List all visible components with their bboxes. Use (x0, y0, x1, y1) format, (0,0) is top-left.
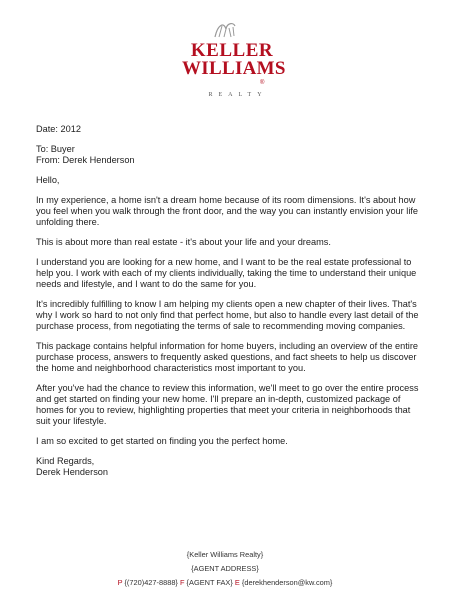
letter-paragraph: After you've had the chance to review this information, we'll meet to go over the entire process and get started on finding your new home. I'll prepare an in-depth, customized package of homes for you to review, highlighting properties that meet your criteria in neighborhoods that suit your lifestyle. (36, 383, 419, 426)
logo-keller: KELLER (190, 40, 274, 61)
footer-contact (0, 576, 450, 590)
kw-monogram-icon (212, 20, 238, 40)
footer-company: {Keller Williams Realty} (186, 550, 264, 559)
logo-williams: WILLIAMS (182, 58, 286, 79)
phone-tag: P (117, 578, 123, 587)
letter-closing: Kind Regards, (36, 456, 95, 466)
logo-realty: REALTY (208, 92, 268, 98)
letter-from: From: Derek Henderson (36, 155, 135, 165)
letter-paragraph: I am so excited to get started on finding you the perfect home. (36, 436, 288, 446)
letter-paragraph: In my experience, a home isn't a dream home because of its room dimensions. It's about how you feel when you walk through the front door, and the way you can instantly envision your life unfolding there. (36, 195, 419, 227)
footer-email[interactable]: {derekhenderson@kw.com} (241, 578, 333, 587)
letter-footer (0, 548, 450, 590)
registered-mark: ® (260, 80, 265, 86)
letter-date: Date: 2012 (36, 124, 81, 134)
letter-body (36, 124, 420, 478)
keller-williams-logo (0, 14, 450, 98)
letter-signature: Derek Henderson (36, 467, 109, 477)
footer-address: {AGENT ADDRESS} (191, 564, 259, 573)
letter-paragraph: This is about more than real estate - it's about your life and your dreams. (36, 237, 331, 247)
letter-greeting: Hello, (36, 175, 60, 185)
letter-paragraph: This package contains helpful information for home buyers, including an overview of the entire purchase process, answers to frequently asked questions, and fact sheets to help us discover the home and neighborhood characteristics most important to you. (36, 341, 419, 373)
letter-to: To: Buyer (36, 144, 75, 154)
email-tag: E (234, 578, 240, 587)
letter-paragraph: It's incredibly fulfilling to know I am helping my clients open a new chapter of their lives. That's why I work so hard to not only find that perfect home, but also to handle every last detail of the purchase process, from negotiating the terms of sale to recommending moving companies. (36, 299, 419, 331)
footer-fax: {AGENT FAX} (186, 578, 233, 587)
fax-tag: F (179, 578, 185, 587)
footer-phone: {(720)427-8888} (124, 578, 178, 587)
letter-paragraph: I understand you are looking for a new home, and I want to be the real estate professional to help you. I work with each of my clients individually, taking the time to understand their unique needs and lifestyle, and I want to do the same for you. (36, 257, 417, 289)
